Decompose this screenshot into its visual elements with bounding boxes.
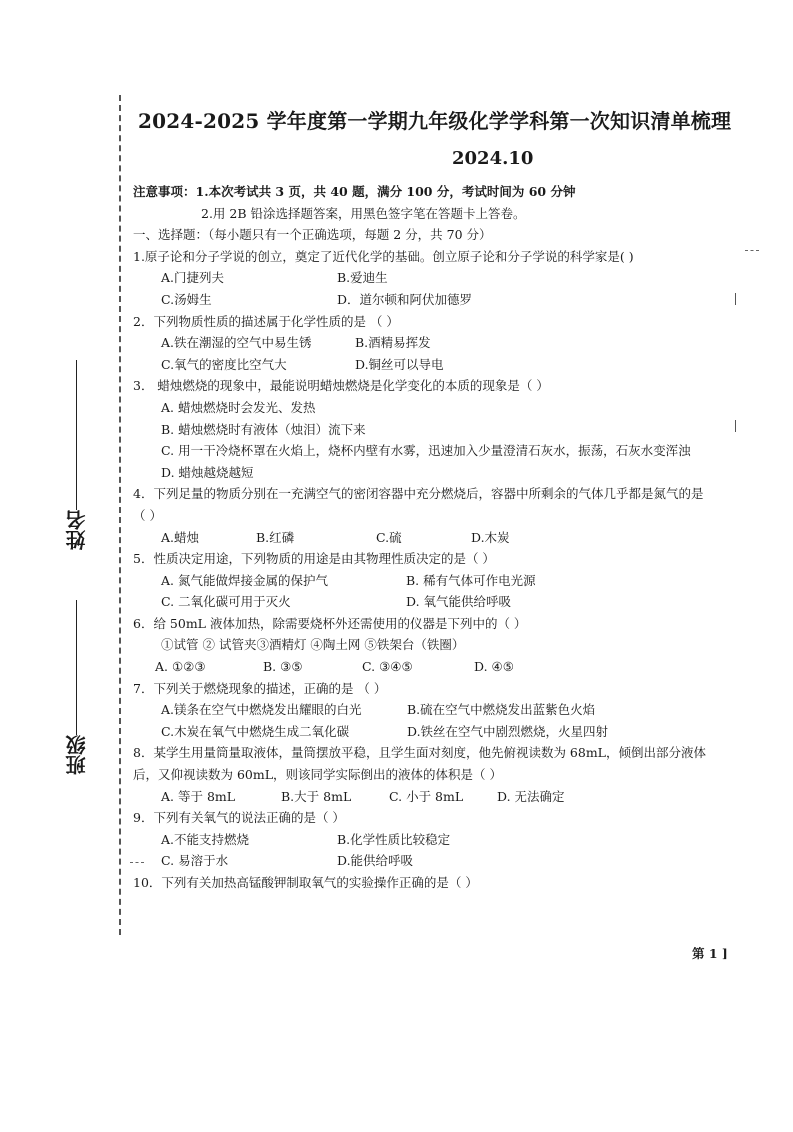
option: B.爱迪生 [337,270,388,286]
option-row [133,721,733,743]
question-stem: 7．下列关于燃烧现象的描述，正确的是 （ ） [133,680,387,696]
notice-line-2 [133,203,733,225]
question-stem: 1.原子论和分子学说的创立，奠定了近代化学的基础。创立原子论和分子学说的科学家是( ) [133,248,634,264]
option: A.铁在潮湿的空气中易生锈 [161,335,312,351]
option-row [133,699,733,721]
option: B. 稀有气体可作电光源 [406,572,536,588]
section-heading: 一、选择题：（每小题只有一个正确选项，每题 2 分，共 70 分） [133,227,492,243]
question-stem: 4．下列足量的物质分别在一充满空气的密闭容器中充分燃烧后，容器中所剩余的气体几乎都是氮气的是（ ） [133,486,704,523]
option: B. 蜡烛燃烧时有液体（烛泪）流下来 [161,421,366,437]
question-stem: 6．给 50mL 液体加热，除需要烧杯外还需使用的仪器是下列中的（ ） [133,615,527,631]
option: C. ③④⑤ [362,659,413,675]
option: C.氧气的密度比空气大 [161,356,287,372]
option-row [133,267,733,289]
scan-mark [745,250,759,251]
option: C.木炭在氧气中燃烧生成二氧化碳 [161,723,350,739]
option: A. 等于 8mL [161,788,236,804]
option: D.铜丝可以导电 [355,356,444,372]
option: B. ③⑤ [263,659,303,675]
class-field [62,600,91,775]
option-row [133,850,733,872]
option: C.硫 [376,529,402,545]
instrument-list: ①试管 ② 试管夹③酒精灯 ④陶土网 ⑤铁架台（铁圈） [161,637,465,653]
option: D. 蜡烛越烧越短 [161,464,254,480]
question-stem: 5．性质决定用途，下列物质的用途是由其物理性质决定的是（ ） [133,551,495,567]
option: A.门捷列夫 [161,270,225,286]
option: C.汤姆生 [161,291,212,307]
exam-date: 2024.10 [452,148,534,169]
option-row [133,591,733,613]
binding-line [119,95,121,935]
page-title: 2024-2025 学年度第一学期九年级化学学科第一次知识清单梳理 [138,109,732,133]
option: D. ④⑤ [474,659,514,675]
option: D．道尔顿和阿伏加德罗 [337,291,473,307]
question-stem: 2．下列物质性质的描述属于化学性质的是 （ ） [133,313,399,329]
option: B.大于 8mL [281,788,352,804]
option: A. ①②③ [155,659,206,675]
option-row [133,656,733,678]
option-row [133,829,733,851]
option: A. 蜡烛燃烧时会发光、发热 [161,399,316,415]
option: C. 易溶于水 [161,853,229,869]
scan-mark [735,293,736,305]
option-row [133,354,733,376]
option-row [133,289,733,311]
option: D. 无法确定 [497,788,565,804]
notice-text-1: 1.本次考试共 3 页，共 40 题，满分 100 分，考试时间为 60 分钟 [195,184,576,199]
option: D.铁丝在空气中剧烈燃烧，火星四射 [407,723,609,739]
page-number: 第 1 ] [692,946,728,961]
option: A.不能支持燃烧 [161,831,250,847]
option: B.硫在空气中燃烧发出蓝紫色火焰 [407,702,596,718]
class-label: 班级 [65,735,89,775]
notice-text-2: 2.用 2B 铅涂选择题答案，用黑色签字笔在答题卡上答卷。 [201,205,526,221]
name-field [62,360,91,550]
notice-line-1 [133,181,733,203]
option: B.红磷 [256,529,295,545]
scan-mark [130,862,144,863]
option: D.木炭 [471,529,510,545]
notice-label: 注意事项： [133,184,196,199]
option-row [133,786,733,808]
option-row [133,332,733,354]
option: C. 小于 8mL [389,788,464,804]
option: A. 氮气能做焊接金属的保护气 [161,572,328,588]
question-stem: 3． 蜡烛燃烧的现象中，最能说明蜡烛燃烧是化学变化的本质的现象是（ ） [133,378,549,394]
option: B.化学性质比较稳定 [337,831,451,847]
option-row [133,527,733,549]
option: D. 氧气能供给呼吸 [406,594,512,610]
option: B.酒精易挥发 [355,335,431,351]
name-label: 姓名 [65,510,89,550]
question-stem: 9．下列有关氧气的说法正确的是（ ） [133,810,345,826]
exam-content [133,181,733,894]
option: C. 用一干冷烧杯罩在火焰上，烧杯内壁有水雾，迅速加入少量澄清石灰水，振荡，石灰水变浑浊 [161,443,691,459]
scan-mark [735,420,736,432]
option: A.镁条在空气中燃烧发出耀眼的白光 [161,702,362,718]
option-row [133,570,733,592]
option: C. 二氧化碳可用于灭火 [161,594,291,610]
option: D.能供给呼吸 [337,853,414,869]
question-stem: 10．下列有关加热高锰酸钾制取氧气的实验操作正确的是（ ） [133,875,478,890]
option: A.蜡烛 [161,529,200,545]
question-stem: 8．某学生用量筒量取液体，量筒摆放平稳，且学生面对刻度，他先俯视读数为 68mL，倾倒出部分液体后，又仰视读数为 60mL，则该同学实际倒出的液体的体积是（ ） [133,745,706,783]
